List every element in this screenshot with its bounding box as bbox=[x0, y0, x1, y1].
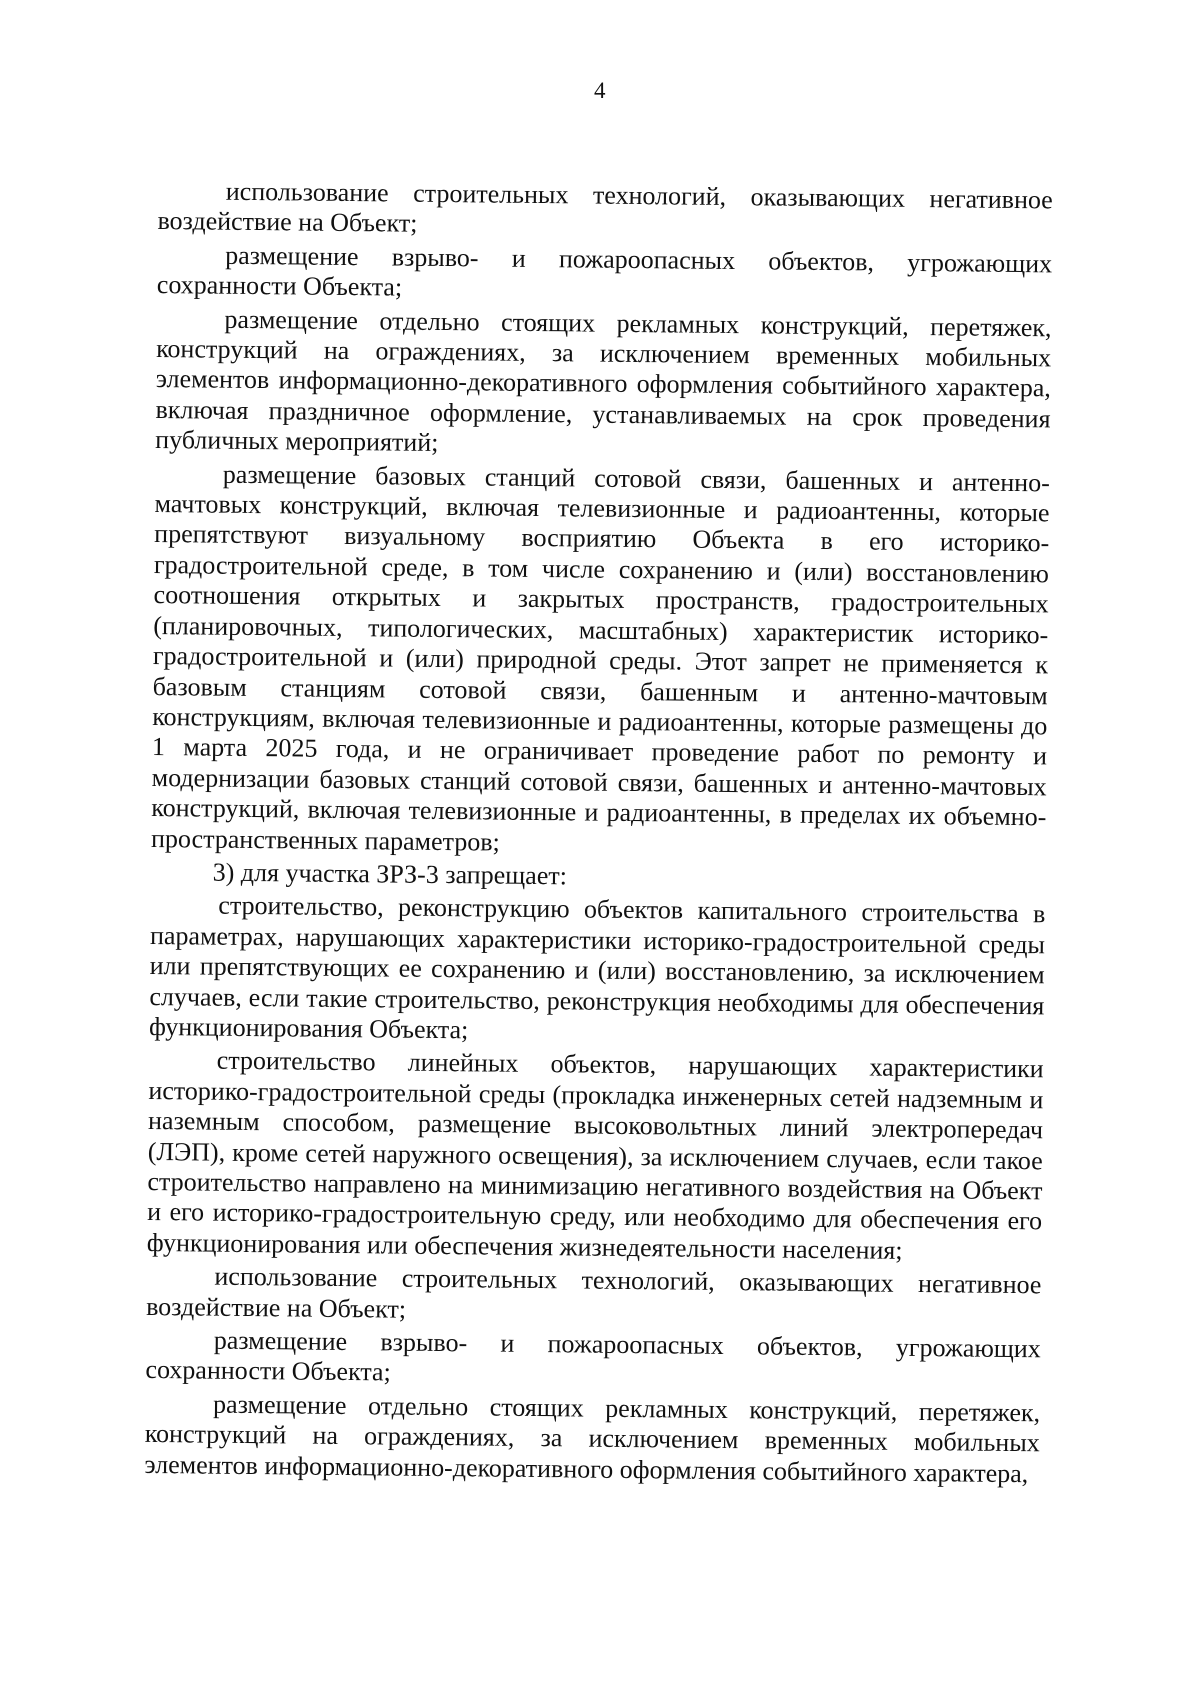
paragraph-explosive-objects: размещение взрыво- и пожароопасных объектов, угрожающих сохранности Объекта; bbox=[156, 240, 1053, 302]
paragraph-zone-zrz3-heading: 3) для участка ЗРЗ-3 запрещает: bbox=[212, 857, 568, 891]
paragraph-advertising-structures-zrz3: размещение отдельно стоящих рекламных конструкций, перетяжек, конструкций на ограждениях, за исключением временных мобильных элементов информационно-декоративного оформления событийного характера, bbox=[144, 1389, 1041, 1488]
paragraph-explosive-objects-zrz3: размещение взрыво- и пожароопасных объектов, угрожающих сохранности Объекта; bbox=[145, 1325, 1041, 1387]
paragraph-linear-objects: строительство линейных объектов, нарушающих характеристики историко-градостроительной среды (прокладка инженерных сетей надземным и наземным способом, размещение высоковольтных линий электропередач (ЛЭП), кроме сетей наружного освещения), за исключением случаев, если такое строительство направлено на минимизацию негативного воздействия на Объект и его историко-градостроительную среду, или необходимо для обеспечения его функционирования или обеспечения жизнедеятельности населения; bbox=[146, 1046, 1044, 1265]
paragraph-capital-construction: строительство, реконструкцию объектов капитального строительства в параметрах, нарушающих характеристики историко-градостроительной среды или препятствующих ее сохранению и (или) восстановлению, за исключением случаев, если такие строительство, реконструкция необходимы для обеспечения функционирования Объекта; bbox=[148, 891, 1046, 1045]
paragraph-construction-technologies-zrz3: использование строительных технологий, оказывающих негативное воздействие на Объект; bbox=[146, 1261, 1042, 1324]
page-number: 4 bbox=[594, 78, 606, 103]
document-body bbox=[144, 176, 1053, 1492]
paragraph-cellular-stations: размещение базовых станций сотовой связи, башенных и антенно-мачтовых конструкций, включая телевизионные и радиоантенны, которые препятствуют визуальному восприятию Объекта в его историко-градостроительной среде, в том числе сохранению и (или) восстановлению соотношения открытых и закрытых пространств, градостроительных (планировочных, типологических, масштабных) характеристик историко-градостроительной и (или) природной среды. Этот запрет не применяется к базовым станциям сотовой связи, башенным и антенно-мачтовым конструкциям, включая телевизионные и радиоантенны, которые размещены до 1 марта 2025 года, и не ограничивает проведение работ по ремонту и модернизации базовых станций сотовой связи, башенных и антенно-мачтовых конструкций, включая телевизионные и радиоантенны, в пределах их объемно-пространственных параметров; bbox=[150, 459, 1050, 857]
paragraph-construction-technologies: использование строительных технологий, оказывающих негативное воздействие на Объект; bbox=[157, 176, 1053, 239]
paragraph-advertising-structures: размещение отдельно стоящих рекламных конструкций, перетяжек, конструкций на ограждениях, за исключением временных мобильных элементов информационно-декоративного оформления событийного характера, включая праздничное оформление, устанавливаемых на срок проведения публичных мероприятий; bbox=[155, 304, 1052, 458]
